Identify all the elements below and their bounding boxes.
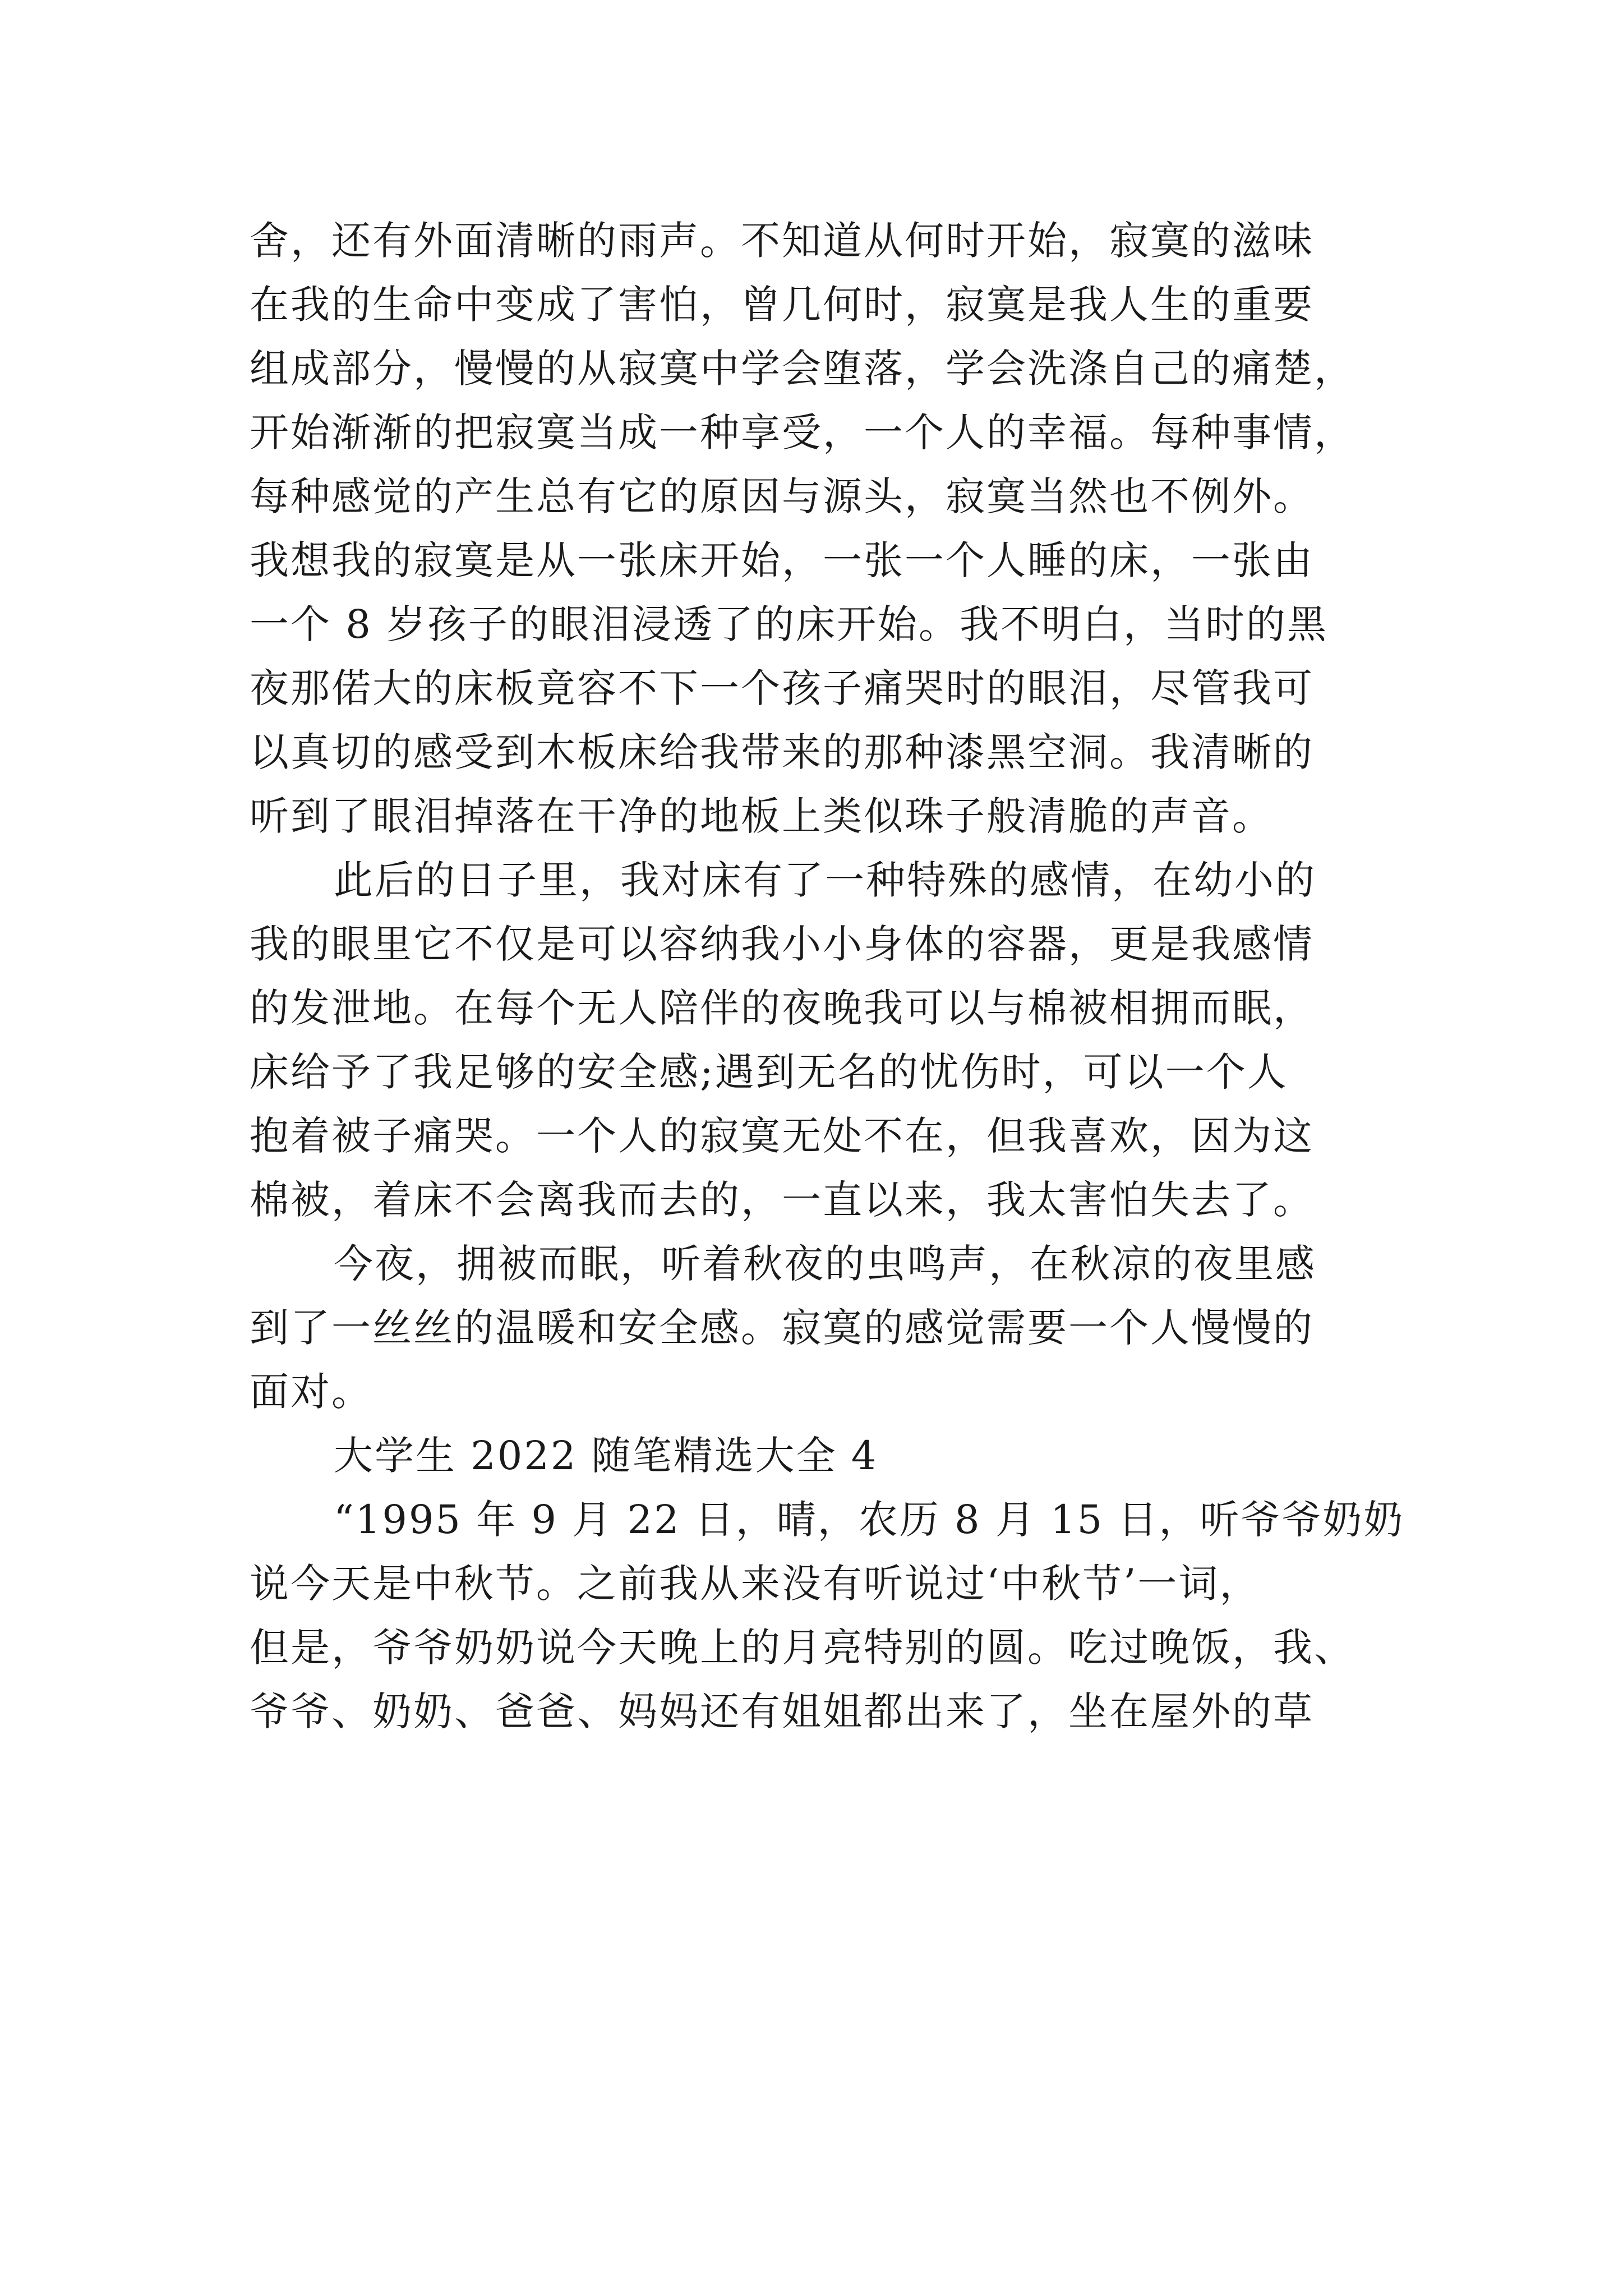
- text-line: 到了一丝丝的温暖和安全感。寂寞的感觉需要一个人慢慢的: [250, 1305, 1314, 1351]
- text-line: 组成部分，慢慢的从寂寞中学会堕落，学会洗涤自己的痛楚，: [250, 346, 1355, 392]
- essay-body: [250, 209, 1405, 1743]
- text-line: 的发泄地。在每个无人陪伴的夜晚我可以与棉被相拥而眠，: [250, 985, 1314, 1031]
- text-line: 棉被，着床不会离我而去的，一直以来，我太害怕失去了。: [250, 1177, 1314, 1223]
- text-line: 我的眼里它不仅是可以容纳我小小身体的容器，更是我感情: [250, 921, 1314, 967]
- text-line: 说今天是中秋节。之前我从来没有听说过‘中秋节’一词，: [250, 1561, 1261, 1607]
- text-line: 听到了眼泪掉落在干净的地板上类似珠子般清脆的声音。: [250, 793, 1273, 839]
- text-line: 我想我的寂寞是从一张床开始，一张一个人睡的床，一张由: [250, 537, 1314, 583]
- section-heading: 大学生 2022 随笔精选大全 4: [334, 1433, 878, 1479]
- text-line: 但是，爷爷奶奶说今天晚上的月亮特别的圆。吃过晚饭，我、: [250, 1625, 1355, 1671]
- text-line: 在我的生命中变成了害怕，曾几何时，寂寞是我人生的重要: [250, 282, 1314, 328]
- text-line: 夜那偌大的床板竟容不下一个孩子痛哭时的眼泪，尽管我可: [250, 665, 1314, 711]
- text-line: 开始渐渐的把寂寞当成一种享受，一个人的幸福。每种事情，: [250, 409, 1355, 455]
- paragraph-first-line: “1995 年 9 月 22 日，晴，农历 8 月 15 日，听爷爷奶奶: [334, 1497, 1405, 1543]
- paragraph-first-line: 此后的日子里，我对床有了一种特殊的感情，在幼小的: [334, 857, 1316, 903]
- text-line: 床给予了我足够的安全感;遇到无名的忧伤时，可以一个人: [250, 1049, 1288, 1095]
- text-line: 以真切的感受到木板床给我带来的那种漆黑空洞。我清晰的: [250, 729, 1314, 775]
- text-line: 舍，还有外面清晰的雨声。不知道从何时开始，寂寞的滋味: [250, 218, 1314, 264]
- text-line: 一个 8 岁孩子的眼泪浸透了的床开始。我不明白，当时的黑: [250, 601, 1329, 647]
- text-line: 每种感觉的产生总有它的原因与源头，寂寞当然也不例外。: [250, 473, 1314, 519]
- text-line: 抱着被子痛哭。一个人的寂寞无处不在，但我喜欢，因为这: [250, 1113, 1314, 1159]
- text-line: 爷爷、奶奶、爸爸、妈妈还有姐姐都出来了，坐在屋外的草: [250, 1688, 1314, 1734]
- paragraph-first-line: 今夜，拥被而眠，听着秋夜的虫鸣声，在秋凉的夜里感: [334, 1241, 1316, 1287]
- text-line: 面对。: [250, 1369, 372, 1415]
